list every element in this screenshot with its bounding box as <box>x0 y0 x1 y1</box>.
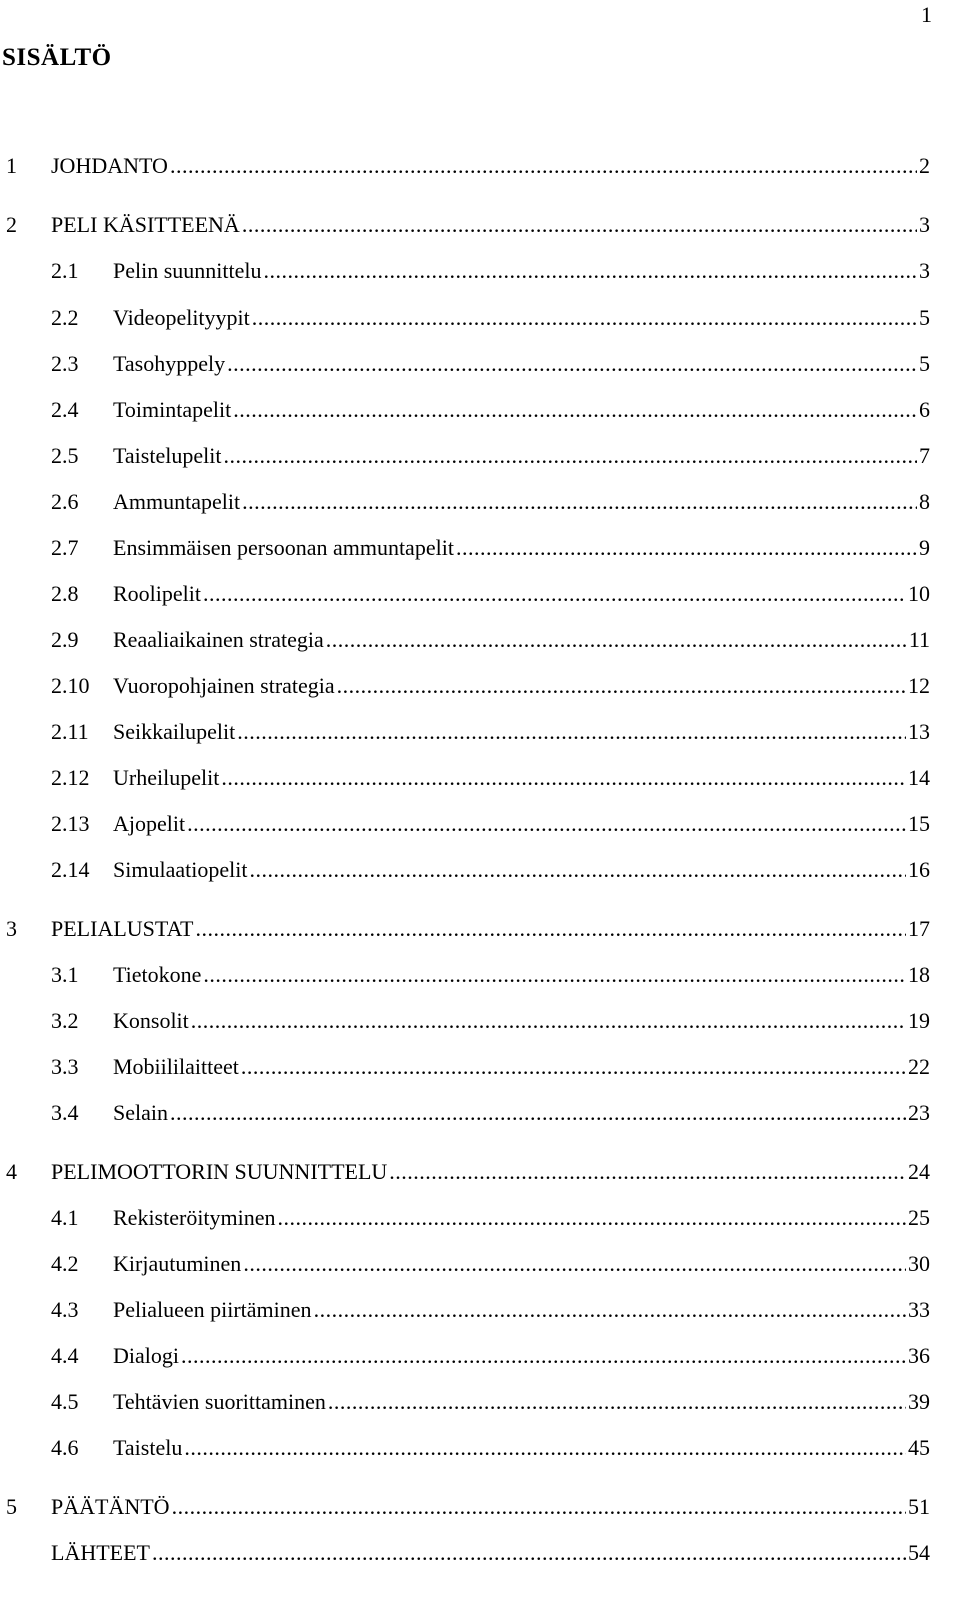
toc-entry-number: 1 <box>6 153 17 178</box>
toc-dot-leader <box>242 210 917 240</box>
toc-entry <box>0 1341 960 1371</box>
toc-entry-title: Toimintapelit <box>113 397 232 422</box>
toc-entry-title: Selain <box>113 1100 168 1125</box>
toc-entry <box>0 960 960 990</box>
toc-entry-page: 17 <box>908 916 930 941</box>
toc-entry-line <box>113 395 930 425</box>
toc-dot-leader <box>264 256 918 286</box>
toc-entry-title: Simulaatiopelit <box>113 857 248 882</box>
toc-entry-number: 2.9 <box>51 627 79 652</box>
toc-entry-number: 2.5 <box>51 443 79 468</box>
toc-entry-page: 3 <box>919 258 930 283</box>
toc-entry-page: 22 <box>908 1054 930 1079</box>
toc-entry-number: 2.10 <box>51 673 90 698</box>
toc-entry-number: 2.14 <box>51 857 90 882</box>
toc-entry-line <box>113 960 930 990</box>
toc-entry <box>0 914 960 944</box>
toc-dot-leader <box>203 579 906 609</box>
toc-dot-leader <box>184 1433 906 1463</box>
toc-entry-number: 2.12 <box>51 765 90 790</box>
toc-entry-page: 5 <box>919 351 930 376</box>
toc-dot-leader <box>170 1098 906 1128</box>
toc-entry-line <box>51 1538 930 1568</box>
toc-entry-page: 12 <box>908 673 930 698</box>
toc-entry-page: 7 <box>919 443 930 468</box>
toc-entry-line <box>113 349 930 379</box>
toc-entry-title: LÄHTEET <box>51 1540 150 1565</box>
toc-entry-line <box>113 1249 930 1279</box>
toc-entry-title: Tietokone <box>113 962 202 987</box>
toc-entry-page: 36 <box>908 1343 930 1368</box>
toc-entry <box>0 671 960 701</box>
toc-entry-title: Urheilupelit <box>113 765 220 790</box>
toc-entry-title: Kirjautuminen <box>113 1251 242 1276</box>
toc-entry-title: PELIMOOTTORIN SUUNNITTELU <box>51 1159 388 1184</box>
toc-entry-number: 3.2 <box>51 1008 79 1033</box>
toc-dot-leader <box>223 441 917 471</box>
toc-entry-title: JOHDANTO <box>51 153 168 178</box>
toc-dot-leader <box>314 1295 906 1325</box>
toc-entry <box>0 1387 960 1417</box>
toc-entry-page: 51 <box>908 1494 930 1519</box>
toc-entry-page: 23 <box>908 1100 930 1125</box>
toc-dot-leader <box>389 1157 906 1187</box>
toc-entry <box>0 487 960 517</box>
toc-entry-line <box>113 1387 930 1417</box>
toc-entry-title: Tasohyppely <box>113 351 226 376</box>
toc-entry-number: 3.4 <box>51 1100 79 1125</box>
toc-entry-line <box>113 441 930 471</box>
toc-entry-line <box>113 579 930 609</box>
toc-entry-page: 8 <box>919 489 930 514</box>
toc-dot-leader <box>237 717 906 747</box>
toc-entry-number: 4.6 <box>51 1435 79 1460</box>
toc-entry-page: 25 <box>908 1205 930 1230</box>
toc-entry-title: PELIALUSTAT <box>51 916 194 941</box>
toc-entry-number: 4.5 <box>51 1389 79 1414</box>
toc-entry <box>0 256 960 286</box>
toc-entry-line <box>113 1203 930 1233</box>
toc-entry-line <box>113 855 930 885</box>
toc-entry-line <box>113 1341 930 1371</box>
toc-entry-line <box>113 1433 930 1463</box>
toc-entry-page: 30 <box>908 1251 930 1276</box>
toc-entry-page: 24 <box>908 1159 930 1184</box>
toc-dot-leader <box>328 1387 906 1417</box>
toc-dot-leader <box>181 1341 906 1371</box>
toc-entry-number: 5 <box>6 1494 17 1519</box>
toc-entry-title: Ajopelit <box>113 811 186 836</box>
toc-entry <box>0 349 960 379</box>
toc-entry-page: 19 <box>908 1008 930 1033</box>
toc-entry-line <box>51 1157 930 1187</box>
toc-entry <box>0 1098 960 1128</box>
toc-entry-title: Mobiililaitteet <box>113 1054 239 1079</box>
toc-entry-line <box>113 1006 930 1036</box>
toc-entry-number: 4.3 <box>51 1297 79 1322</box>
toc-entry-number: 4.2 <box>51 1251 79 1276</box>
toc-entry-title: Pelialueen piirtäminen <box>113 1297 312 1322</box>
toc-entry <box>0 151 960 181</box>
toc-entry-number: 3 <box>6 916 17 941</box>
toc-dot-leader <box>456 533 917 563</box>
toc-entry-line <box>113 1295 930 1325</box>
toc-entry-title: Rekisteröityminen <box>113 1205 276 1230</box>
toc-entry <box>0 763 960 793</box>
toc-entry <box>0 1157 960 1187</box>
toc-entry <box>0 1433 960 1463</box>
toc-entry-line <box>51 1492 930 1522</box>
toc-entry-number: 4 <box>6 1159 17 1184</box>
toc-entry-page: 10 <box>908 581 930 606</box>
toc-dot-leader <box>242 487 917 517</box>
toc-dot-leader <box>233 395 917 425</box>
toc-entry-line <box>113 717 930 747</box>
toc-entry-page: 9 <box>919 535 930 560</box>
toc-dot-leader <box>152 1538 906 1568</box>
toc-entry-page: 5 <box>919 305 930 330</box>
toc-entry-line <box>113 487 930 517</box>
toc-dot-leader <box>337 671 906 701</box>
toc-entry <box>0 303 960 333</box>
toc-entry <box>0 717 960 747</box>
toc-dot-leader <box>241 1052 906 1082</box>
toc-entry-page: 11 <box>908 627 930 652</box>
toc-entry-line <box>113 809 930 839</box>
toc-entry-number: 2.6 <box>51 489 79 514</box>
toc-entry-page: 33 <box>908 1297 930 1322</box>
toc-entry-page: 13 <box>908 719 930 744</box>
toc-entry <box>0 1203 960 1233</box>
toc-entry-title: PÄÄTÄNTÖ <box>51 1494 170 1519</box>
toc-dot-leader <box>191 1006 906 1036</box>
toc-entry-number: 2.1 <box>51 258 79 283</box>
toc-dot-leader <box>203 960 906 990</box>
toc-entry-number: 2.2 <box>51 305 79 330</box>
page-number: 1 <box>921 2 932 27</box>
toc-entry-title: Videopelityypit <box>113 305 250 330</box>
toc-heading: SISÄLTÖ <box>2 44 112 71</box>
toc-entry <box>0 1006 960 1036</box>
toc-entry-line <box>113 671 930 701</box>
toc-dot-leader <box>252 303 917 333</box>
toc-dot-leader <box>227 349 917 379</box>
toc-entry-number: 2.4 <box>51 397 79 422</box>
toc-entry-number: 2.13 <box>51 811 90 836</box>
toc-entry-title: Dialogi <box>113 1343 179 1368</box>
toc-entry-title: Tehtävien suorittaminen <box>113 1389 326 1414</box>
toc-entry <box>0 1052 960 1082</box>
toc-entry <box>0 1295 960 1325</box>
toc-entry-title: Taistelu <box>113 1435 183 1460</box>
toc-dot-leader <box>278 1203 906 1233</box>
toc-entry-number: 2.7 <box>51 535 79 560</box>
toc-entry <box>0 395 960 425</box>
toc-dot-leader <box>221 763 906 793</box>
toc-entry-line <box>51 151 930 181</box>
toc-entry <box>0 1538 960 1568</box>
toc-entry-page: 3 <box>919 212 930 237</box>
toc-dot-leader <box>243 1249 906 1279</box>
toc-entry-line <box>113 763 930 793</box>
toc-entry-line <box>51 914 930 944</box>
toc-entry-number: 2.8 <box>51 581 79 606</box>
toc-entry-title: Reaaliaikainen strategia <box>113 627 324 652</box>
toc-entry <box>0 441 960 471</box>
toc-entry-number: 2.11 <box>51 719 89 744</box>
toc-entry <box>0 809 960 839</box>
toc-entry <box>0 855 960 885</box>
toc-entry <box>0 1492 960 1522</box>
toc-entry <box>0 579 960 609</box>
toc-dot-leader <box>195 914 906 944</box>
toc-entry-page: 6 <box>919 397 930 422</box>
toc-dot-leader <box>249 855 906 885</box>
toc-entry-page: 39 <box>908 1389 930 1414</box>
toc-entry-page: 2 <box>919 153 930 178</box>
toc-entry <box>0 625 960 655</box>
toc-dot-leader <box>170 151 917 181</box>
toc-entry-number: 4.1 <box>51 1205 79 1230</box>
toc-entry-line <box>113 1098 930 1128</box>
toc-entry-title: Seikkailupelit <box>113 719 236 744</box>
toc-entry <box>0 533 960 563</box>
toc-entry-number: 2.3 <box>51 351 79 376</box>
toc-entry-line <box>113 625 930 655</box>
toc-entry-title: Ensimmäisen persoonan ammuntapelit <box>113 535 454 560</box>
toc-entry-line <box>113 303 930 333</box>
toc-entry-number: 3.1 <box>51 962 79 987</box>
toc-entry-title: Konsolit <box>113 1008 189 1033</box>
toc-entry-line <box>113 1052 930 1082</box>
toc-entry-title: Pelin suunnittelu <box>113 258 262 283</box>
toc-entry <box>0 210 960 240</box>
toc-entry-page: 18 <box>908 962 930 987</box>
toc-dot-leader <box>326 625 907 655</box>
toc-entry-title: Vuoropohjainen strategia <box>113 673 335 698</box>
toc-entry-title: Taistelupelit <box>113 443 222 468</box>
toc-dot-leader <box>172 1492 906 1522</box>
toc-entry-number: 4.4 <box>51 1343 79 1368</box>
toc-entry-title: PELI KÄSITTEENÄ <box>51 212 240 237</box>
toc-entry-page: 45 <box>908 1435 930 1460</box>
toc-entry <box>0 1249 960 1279</box>
toc-entry-page: 14 <box>908 765 930 790</box>
toc-entry-number: 2 <box>6 212 17 237</box>
toc-dot-leader <box>187 809 906 839</box>
toc-entry-line <box>113 256 930 286</box>
toc-entry-title: Roolipelit <box>113 581 201 606</box>
toc-entry-page: 15 <box>908 811 930 836</box>
toc-entry-page: 54 <box>908 1540 930 1565</box>
toc-entry-number: 3.3 <box>51 1054 79 1079</box>
toc-entry-title: Ammuntapelit <box>113 489 241 514</box>
toc-entry-line <box>51 210 930 240</box>
toc-entry-page: 16 <box>908 857 930 882</box>
toc-entry-line <box>113 533 930 563</box>
